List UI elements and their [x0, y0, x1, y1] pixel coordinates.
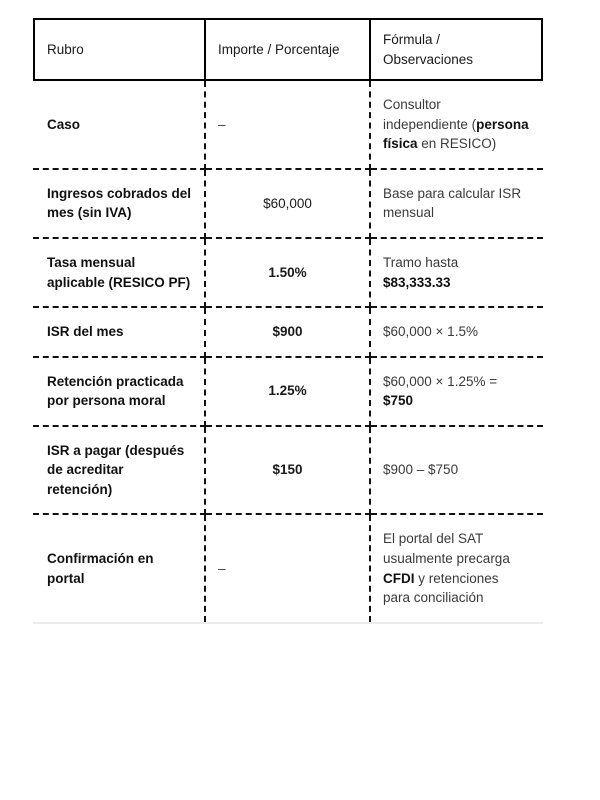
table-header — [34, 19, 542, 80]
cell-importe: $150 — [205, 426, 370, 515]
cell-formula: Consultor independiente (persona física en RESICO) — [370, 80, 542, 169]
column-header-formula-line2: Observaciones — [383, 51, 474, 67]
fiscal-table-container — [33, 18, 541, 624]
cell-formula: $60,000 × 1.25% = $750 — [370, 357, 542, 426]
column-header-importe-porcentaje: Importe / Porcentaje — [205, 19, 370, 80]
table-row — [34, 238, 542, 307]
cell-importe: – — [205, 80, 370, 169]
resico-isr-table — [33, 18, 543, 624]
cell-importe: – — [205, 514, 370, 622]
table-row — [34, 426, 542, 515]
cell-rubro: Confirmación en portal — [34, 514, 205, 622]
cell-rubro: ISR a pagar (después de acreditar retención) — [34, 426, 205, 515]
table-row — [34, 514, 542, 622]
cell-formula: Base para calcular ISR mensual — [370, 169, 542, 238]
table-body — [34, 80, 542, 623]
table-row — [34, 169, 542, 238]
cell-formula: Tramo hasta $83,333.33 — [370, 238, 542, 307]
cell-importe: $900 — [205, 307, 370, 357]
cell-formula: $900 – $750 — [370, 426, 542, 515]
cell-formula: $60,000 × 1.5% — [370, 307, 542, 357]
cell-rubro: Tasa mensual aplicable (RESICO PF) — [34, 238, 205, 307]
cell-rubro: ISR del mes — [34, 307, 205, 357]
column-header-formula-observaciones — [370, 19, 542, 80]
column-header-formula-line1: Fórmula / — [383, 32, 441, 47]
cell-rubro: Ingresos cobrados del mes (sin IVA) — [34, 169, 205, 238]
cell-importe: $60,000 — [205, 169, 370, 238]
cell-rubro: Retención practicada por persona moral — [34, 357, 205, 426]
table-row — [34, 80, 542, 169]
cell-formula: El portal del SAT usualmente precarga CFDI y retenciones para conciliación — [370, 514, 542, 622]
table-row — [34, 357, 542, 426]
table-row — [34, 307, 542, 357]
cell-rubro: Caso — [34, 80, 205, 169]
table-header-row — [34, 19, 542, 80]
cell-importe: 1.25% — [205, 357, 370, 426]
cell-importe: 1.50% — [205, 238, 370, 307]
column-header-rubro: Rubro — [34, 19, 205, 80]
